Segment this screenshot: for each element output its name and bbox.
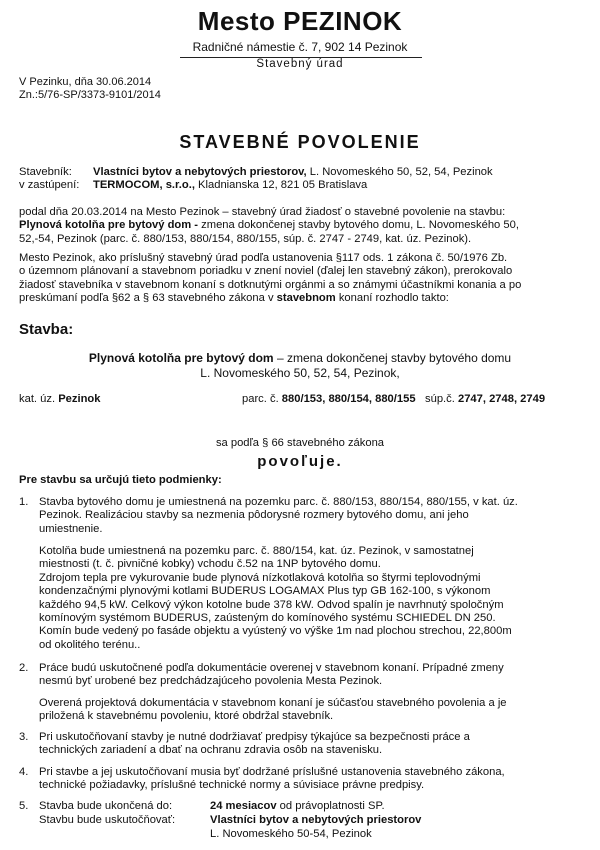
- construction-name: Plynová kotolňa pre bytový dom: [88, 351, 274, 365]
- decision-verdict: povoľuje.: [257, 453, 343, 470]
- condition-line: Komín bude vedený po fasáde objektu a vyústený vo výške 1m nad plochou strechou, 22,800m: [39, 625, 512, 638]
- completion-detail: od právoplatnosti SP.: [276, 800, 385, 812]
- representative-label: v zastúpení:: [19, 179, 80, 191]
- date-line: V Pezinku, dňa 30.06.2014: [19, 76, 152, 88]
- applicant-name: Vlastníci bytov a nebytových priestorov,: [93, 166, 307, 178]
- condition-line: Pezinok. Realizáciou stavby sa nezmenia pôdorysné rozmery bytového domu, ani jeho: [39, 509, 469, 522]
- parcel-label: parc. č.: [242, 393, 282, 405]
- condition-line: komínovým systémom BUDERUS, zaústeným do komínového systému SCHIEDEL DN 250.: [39, 612, 496, 625]
- condition-number: 2.: [19, 662, 29, 674]
- cadastral-label: kat. úz.: [19, 393, 59, 405]
- condition-line: nesmú byť urobené bez predchádzajúceho povolenia Mesta Pezinok.: [39, 675, 383, 688]
- completion-term: [210, 800, 385, 813]
- construction-address: L. Novomeského 50, 52, 54, Pezinok,: [200, 366, 400, 380]
- condition-line: priložená k stavebnému povoleniu, ktoré obdržal stavebník.: [39, 710, 334, 723]
- city-address: Radničné námestie č. 7, 902 14 Pezinok: [192, 40, 408, 54]
- decision-paragraph: [19, 252, 583, 306]
- decision-line: o územnom plánovaní a stavebnom poriadku v znení noviel (ďalej len stavebný zákon), prerokovalo: [19, 265, 513, 278]
- intro-paragraph: [19, 206, 583, 246]
- decision-text: preskúmaní podľa §62 a § 63 stavebného zákona v: [19, 292, 277, 305]
- contractor-label: Stavbu bude uskutočňovať:: [39, 814, 176, 826]
- office-name: Stavebný úrad: [256, 58, 344, 70]
- parcel-value: 880/153, 880/154, 880/155: [281, 393, 416, 405]
- condition-line: kondenzačnými plynovými kotlami BUDERUS LOGAMAX Plus typ GB 162-100, s výkonom: [39, 585, 491, 598]
- condition-line: každého 94,5 kW. Celkový výkon kotolne bude 378 kW. Odvod spalín je navrhnutý spoločným: [39, 598, 504, 611]
- decision-line: žiadosť stavebníka v stavebnom konaní s dotknutými orgánmi a so známymi účastníkmi konania a po: [19, 278, 522, 291]
- completion-duration: 24 mesiacov: [210, 800, 277, 812]
- condition-line: Práce budú uskutočnené podľa dokumentácie overenej v stavebnom konaní. Prípadné zmeny: [39, 662, 504, 674]
- intro-line: 52,-54, Pezinok (parc. č. 880/153, 880/154, 880/155, súp. č. 2747 - 2749, kat. úz. Pezinok).: [19, 232, 472, 245]
- cadastral-area: [19, 393, 100, 406]
- condition-1-boiler: [39, 545, 582, 652]
- condition-line: Pri uskutočňovaní stavby je nutné dodržiavať predpisy týkajúce sa bezpečnosti práce a: [39, 731, 470, 743]
- condition-line: Pri stavbe a jej uskutočňovaní musia byť dodržané príslušné ustanovenia stavebného zákona,: [39, 766, 505, 778]
- intro-line: [19, 219, 583, 232]
- condition-2-docs: [39, 697, 582, 724]
- decision-line: [19, 292, 583, 305]
- representative-name: TERMOCOM, s.r.o.,: [93, 179, 195, 191]
- registry-label: súp.č.: [425, 393, 458, 405]
- intro-line: podal dňa 20.03.2014 na Mesto Pezinok – stavebný úrad žiadosť o stavebné povolenie na stavbu:: [19, 206, 506, 218]
- condition-line: Overená projektová dokumentácia v stavebnom konaní je súčasťou stavebného povolenia a je: [39, 697, 507, 709]
- project-name: Plynová kotolňa pre bytový dom -: [19, 219, 199, 232]
- condition-line: Zdrojom tepla pre vykurovanie bude plynová nízkotlaková kotolňa so štyrmi teplovodnými: [39, 571, 481, 584]
- decision-bold: stavebnom: [276, 292, 336, 305]
- condition-line: umiestnenie.: [39, 522, 103, 535]
- applicant-address: L. Novomeského 50, 52, 54, Pezinok: [306, 166, 493, 178]
- completion-label: Stavba bude ukončená do:: [39, 800, 173, 812]
- condition-4: [39, 766, 582, 793]
- applicant-label: Stavebník:: [19, 166, 72, 178]
- city-title: Mesto PEZINOK: [197, 6, 403, 36]
- condition-2: [39, 662, 582, 689]
- condition-line: Stavba bytového domu je umiestnená na pozemku parc. č. 880/153, 880/154, 880/155, v kat. úz.: [39, 496, 518, 508]
- legal-basis: sa podľa § 66 stavebného zákona: [215, 437, 385, 449]
- condition-number: 3.: [19, 731, 29, 743]
- decision-line: Mesto Pezinok, ako príslušný stavebný úrad podľa ustanovenia §117 ods. 1 zákona č. 50/1976 Zb.: [19, 252, 508, 264]
- condition-number: 5.: [19, 800, 29, 812]
- registry-value: 2747, 2748, 2749: [457, 393, 546, 405]
- construction-detail: – zmena dokončenej stavby bytového domu: [273, 351, 512, 365]
- intro-line-rest: zmena dokončenej stavby bytového domu, L. Novomeského 50,: [198, 219, 519, 232]
- decision-text: konaní rozhodlo takto:: [335, 292, 449, 305]
- contractor-address: L. Novomeského 50-54, Pezinok: [210, 828, 372, 840]
- construction-description: [0, 351, 600, 365]
- conditions-heading: Pre stavbu sa určujú tieto podmienky:: [19, 474, 222, 486]
- condition-3: [39, 731, 582, 758]
- condition-line: Kotolňa bude umiestnená na pozemku parc. č. 880/154, kat. úz. Pezinok, v samostatnej: [39, 545, 474, 557]
- condition-number: 1.: [19, 496, 29, 508]
- parcel-numbers: [242, 393, 416, 406]
- condition-number: 4.: [19, 766, 29, 778]
- representative-address: Kladnianska 12, 821 05 Bratislava: [194, 179, 368, 191]
- condition-1: [39, 496, 582, 536]
- registry-numbers: [425, 393, 545, 406]
- condition-line: technické požiadavky, príslušné technické normy a súvisiace právne predpisy.: [39, 779, 425, 792]
- contractor-name: Vlastníci bytov a nebytových priestorov: [210, 814, 422, 826]
- reference-number: Zn.:5/76-SP/3373-9101/2014: [19, 89, 161, 101]
- representative-value: [93, 179, 593, 192]
- condition-line: miestnosti (t. č. pivničné kobky) vchodu č.52 na 1NP bytového domu.: [39, 558, 381, 571]
- condition-line: od okolitého terénu..: [39, 638, 141, 651]
- applicant-value: [93, 166, 593, 179]
- construction-heading: Stavba:: [19, 321, 74, 338]
- condition-line: technických zariadení a dbať na ochranu zdravia osôb na stavenisku.: [39, 744, 383, 757]
- cadastral-value: Pezinok: [58, 393, 101, 405]
- document-title: STAVEBNÉ POVOLENIE: [179, 132, 421, 152]
